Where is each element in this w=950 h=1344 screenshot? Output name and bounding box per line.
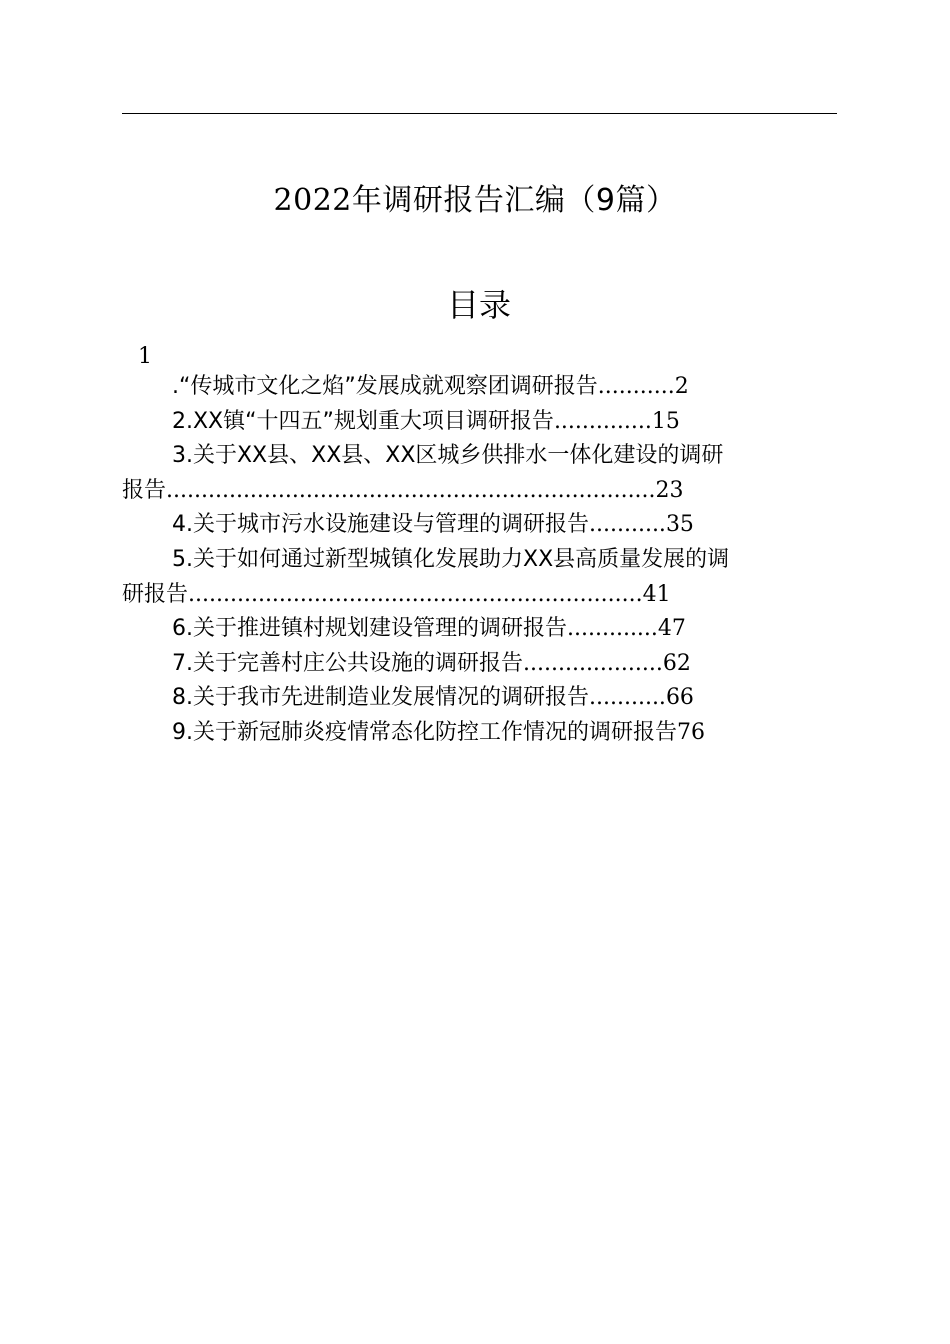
toc-entry[interactable]: .“传城市文化之焰”发展成就观察团调研报告...........2 bbox=[172, 374, 689, 399]
table-of-contents bbox=[122, 370, 837, 751]
document-title bbox=[0, 179, 950, 223]
dot-leader: ........... bbox=[597, 374, 675, 399]
toc-entry[interactable]: 8.关于我市先进制造业发展情况的调研报告...........66 bbox=[172, 685, 694, 711]
page-number: 41 bbox=[642, 581, 671, 607]
toc-entry[interactable]: 3.关于XX县、XX县、XX区城乡供排水一体化建设的调研 bbox=[172, 443, 724, 469]
toc-entry[interactable]: 7.关于完善村庄公共设施的调研报告....................62 bbox=[172, 650, 691, 676]
toc-entry[interactable]: 2.XX镇“十四五”规划重大项目调研报告..............15 bbox=[172, 408, 680, 434]
page-number: 47 bbox=[657, 616, 686, 642]
page-number: 23 bbox=[655, 477, 684, 503]
dot-leader: .................... bbox=[523, 650, 663, 676]
page-number: 66 bbox=[665, 685, 694, 711]
toc-entry[interactable]: 4.关于城市污水设施建设与管理的调研报告...........35 bbox=[172, 512, 694, 538]
title-year: 2022 bbox=[273, 183, 352, 218]
toc-entry[interactable]: 9.关于新冠肺炎疫情常态化防控工作情况的调研报告76 bbox=[172, 719, 705, 745]
toc-entry[interactable]: 5.关于如何通过新型城镇化发展助力XX县高质量发展的调 bbox=[172, 546, 730, 572]
toc-lead-number: 1 bbox=[138, 344, 152, 369]
toc-heading: 目录 bbox=[446, 286, 511, 324]
dot-leader: ........... bbox=[589, 685, 666, 711]
dot-leader: ........... bbox=[589, 512, 666, 538]
title-text: 年调研报告汇编（9篇） bbox=[351, 183, 677, 218]
page-number: 2 bbox=[674, 374, 689, 399]
toc-entry-continuation[interactable]: 研报告.................................................................41 bbox=[122, 581, 671, 607]
dot-leader: ...................................................................... bbox=[166, 477, 656, 503]
dot-leader: ............. bbox=[567, 616, 658, 642]
page-number: 15 bbox=[651, 408, 680, 434]
dot-leader: .............. bbox=[553, 408, 652, 434]
page-number: 62 bbox=[662, 650, 691, 676]
dot-leader: ................................................................. bbox=[188, 581, 643, 607]
toc-entry[interactable]: 6.关于推进镇村规划建设管理的调研报告.............47 bbox=[172, 616, 686, 642]
toc-entry-continuation[interactable]: 报告......................................................................23 bbox=[122, 477, 684, 503]
page-number: 76 bbox=[677, 719, 705, 745]
page-number: 35 bbox=[665, 512, 694, 538]
header-rule bbox=[122, 113, 837, 114]
